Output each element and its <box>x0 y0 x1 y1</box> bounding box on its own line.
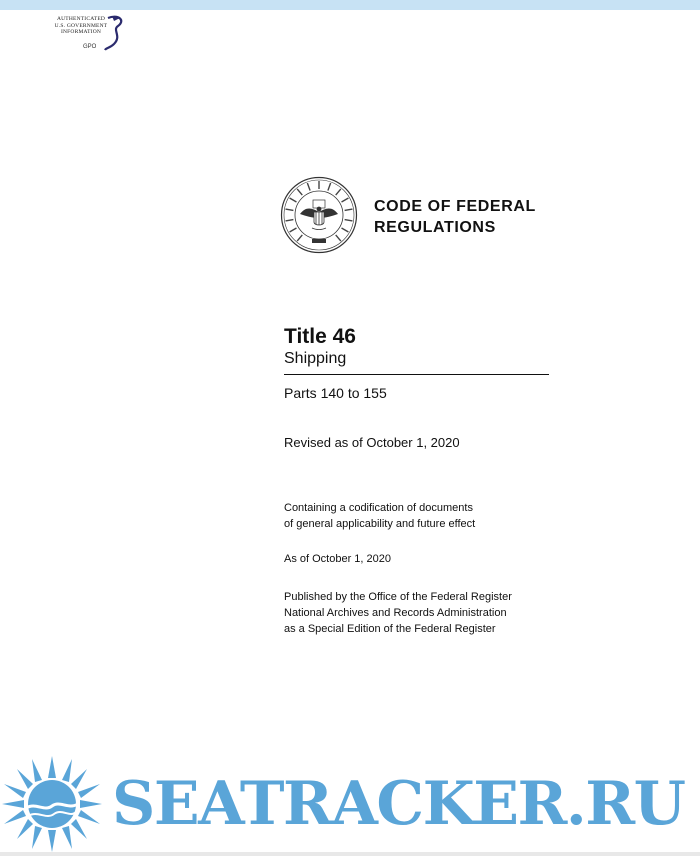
title-number: Title 46 <box>284 325 356 348</box>
as-of-date: As of October 1, 2020 <box>284 553 392 565</box>
national-archives-seal-icon <box>280 176 358 254</box>
title-name: Shipping <box>284 350 347 367</box>
watermark-text: SEATRACKER.RU <box>112 769 685 839</box>
gpo-eagle-swoosh-icon <box>104 14 126 52</box>
bottom-bar <box>0 852 700 856</box>
gpo-logo-text: AUTHENTICATED U.S. GOVERNMENT INFORMATION <box>54 16 108 35</box>
top-bar <box>0 0 700 10</box>
gpo-authenticated-logo <box>50 14 130 54</box>
watermark <box>0 752 700 856</box>
publisher-statement: Published by the Office of the Federal Register National Archives and Records Administration as a Special Edition of the Federal Register <box>284 591 512 635</box>
revised-date: Revised as of October 1, 2020 <box>284 435 460 450</box>
containing-statement: Containing a codification of documents of general applicability and future effect <box>284 502 476 530</box>
cfr-title: CODE OF FEDERAL REGULATIONS <box>374 198 536 236</box>
sun-wave-icon <box>0 754 104 854</box>
title-divider <box>284 374 549 375</box>
gpo-mark: GPO <box>83 44 97 50</box>
parts-range: Parts 140 to 155 <box>284 385 387 401</box>
